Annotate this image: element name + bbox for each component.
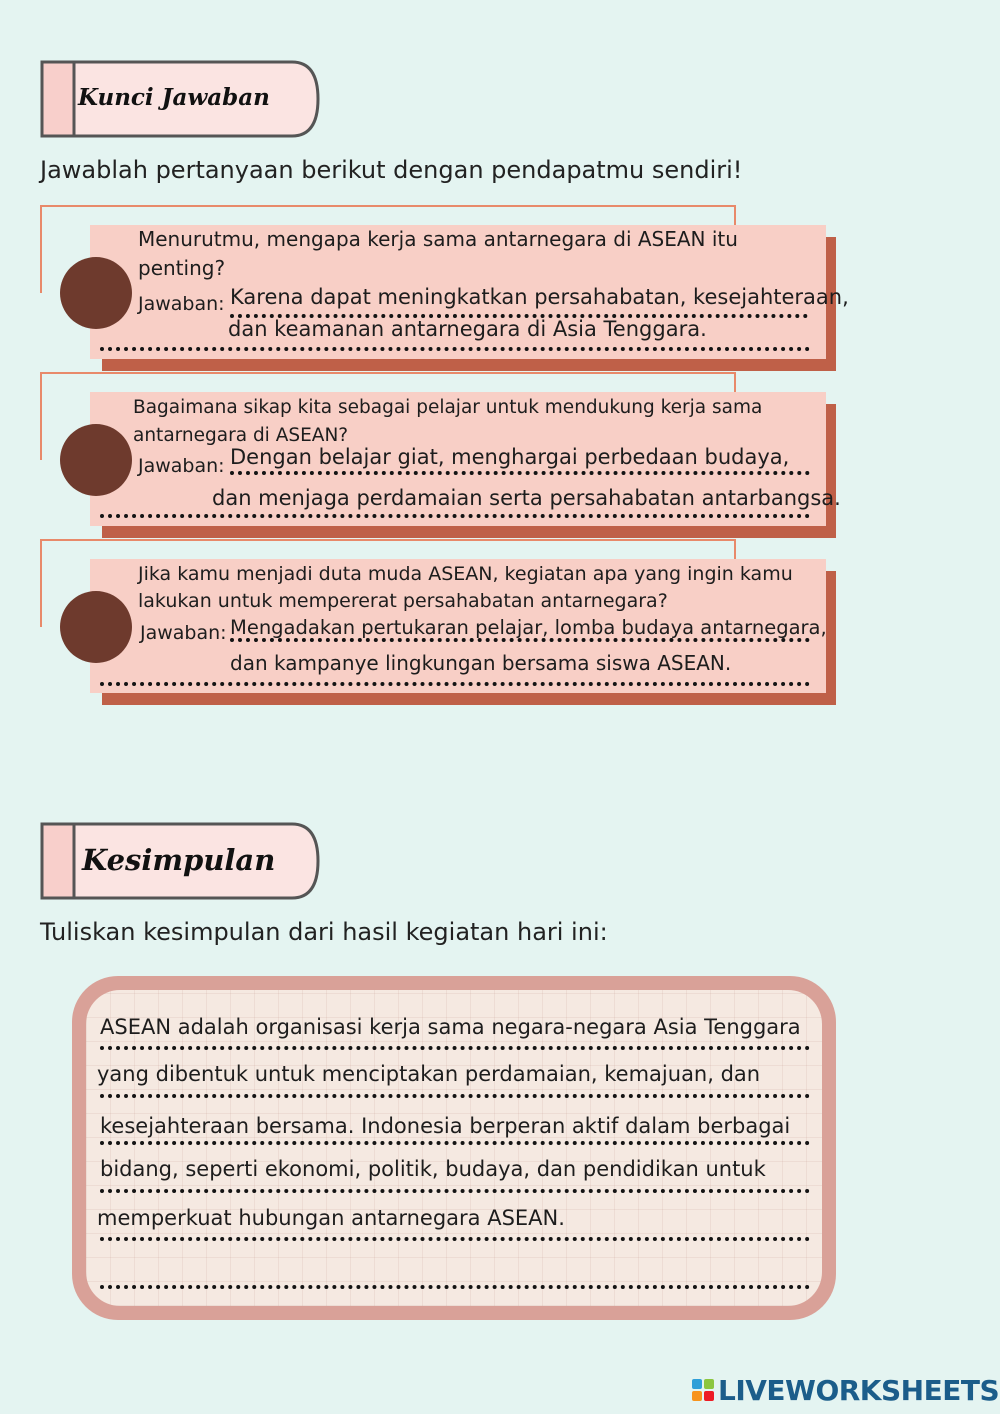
bullet-circle	[60, 424, 132, 496]
dotted-line	[100, 1046, 810, 1050]
bullet-circle	[60, 257, 132, 329]
question-card-2	[40, 372, 840, 542]
answer-line-1: Mengadakan pertukaran pelajar, lomba budaya antarnegara,	[230, 616, 827, 639]
dotted-line	[230, 638, 810, 642]
answer-line-2: dan kampanye lingkungan bersama siswa ASEAN.	[230, 651, 732, 675]
answer-line-2: dan keamanan antarnegara di Asia Tenggara.	[228, 317, 707, 341]
answer-label: Jawaban:	[138, 293, 225, 315]
section-tab-kesimpulan	[40, 822, 318, 898]
dotted-line	[100, 1189, 810, 1193]
dotted-line	[100, 1094, 810, 1098]
question-card-1	[40, 205, 849, 375]
question-text: Menurutmu, mengapa kerja sama antarnegara di ASEAN itu penting?	[138, 227, 738, 280]
answer-line-1: Dengan belajar giat, menghargai perbedaan budaya,	[230, 445, 790, 469]
section-title: Kunci Jawaban	[78, 84, 270, 111]
dotted-line	[230, 471, 810, 475]
conclusion-line-2: yang dibentuk untuk menciptakan perdamaian, kemajuan, dan	[97, 1062, 761, 1086]
conclusion-line-4: bidang, seperti ekonomi, politik, budaya, dan pendidikan untuk	[100, 1157, 766, 1181]
bullet-circle	[60, 591, 132, 663]
instruction-text: Jawablah pertanyaan berikut dengan pendapatmu sendiri!	[40, 156, 743, 184]
answer-label: Jawaban:	[140, 622, 227, 644]
dotted-line	[100, 682, 810, 686]
question-text: Bagaimana sikap kita sebagai pelajar untuk mendukung kerja sama antarnegara di ASEAN?	[133, 397, 763, 446]
dotted-line	[100, 1285, 810, 1289]
logo-text: LIVEWORKSHEETS	[718, 1373, 1000, 1407]
question-text: Jika kamu menjadi duta muda ASEAN, kegiatan apa yang ingin kamu lakukan untuk mempererat persahabatan antarnegara?	[138, 563, 793, 612]
question-card-3	[40, 539, 840, 709]
answer-line-2: dan menjaga perdamaian serta persahabatan antarbangsa.	[212, 486, 841, 510]
dotted-line	[100, 347, 810, 351]
liveworksheets-logo	[692, 1372, 999, 1408]
section-tab-kunci-jawaban	[40, 60, 318, 136]
instruction-text: Tuliskan kesimpulan dari hasil kegiatan hari ini:	[40, 918, 608, 946]
dotted-line	[100, 1141, 810, 1145]
liveworksheets-icon	[692, 1379, 714, 1401]
conclusion-line-1: ASEAN adalah organisasi kerja sama negara-negara Asia Tenggara	[100, 1015, 801, 1039]
conclusion-line-5: memperkuat hubungan antarnegara ASEAN.	[97, 1206, 565, 1230]
section-title: Kesimpulan	[82, 843, 276, 877]
answer-label: Jawaban:	[138, 455, 225, 477]
dotted-line	[100, 514, 810, 518]
conclusion-line-3: kesejahteraan bersama. Indonesia berperan aktif dalam berbagai	[100, 1114, 791, 1138]
dotted-line	[100, 1237, 810, 1241]
answer-line-1: Karena dapat meningkatkan persahabatan, kesejahteraan,	[230, 285, 849, 309]
